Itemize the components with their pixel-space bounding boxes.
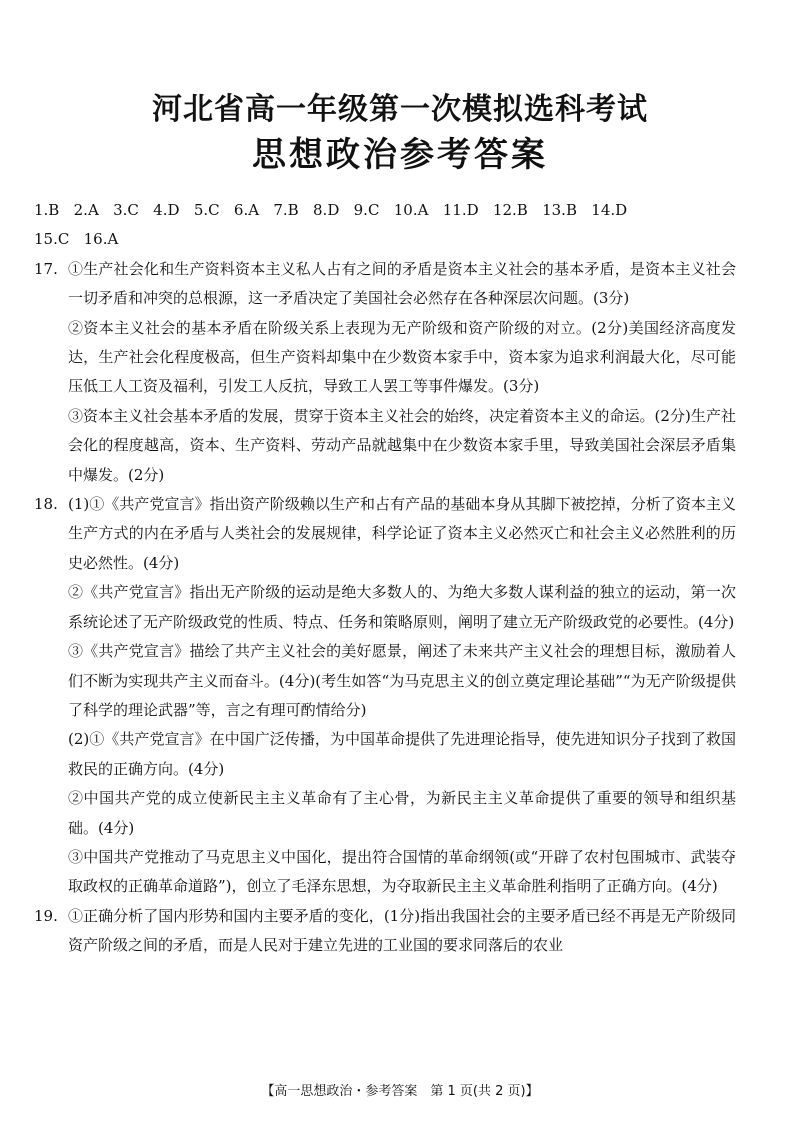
answer-paragraph: ③中国共产党推动了马克思主义中国化，提出符合国情的革命纲领(或“开辟了农村包围城市、武装夺取政权的正确革命道路”)，创立了毛泽东思想，为夺取新民主主义革命胜利指明了正确方向。(4分) <box>68 847 736 896</box>
question-number: 18. <box>34 495 58 514</box>
answer-paragraph: ②资本主义社会的基本矛盾在阶级关系上表现为无产阶级和资产阶级的对立。(2分)美国经济高度发达，生产社会化程度极高，但生产资料却集中在少数资本家手中，资本家为追求利润最大化，尽可能压低工人工资及福利，引发工人反抗，导致工人罢工等事件爆发。(3分) <box>68 318 736 396</box>
answer-paragraph: ③《共产党宣言》描绘了共产主义社会的美好愿景，阐述了未来共产主义社会的理想目标，激励着人们不断为实现共产主义而奋斗。(4分)(考生如答“为马克思主义的创立奠定理论基础”“为无产阶级提供了科学的理论武器”等，言之有理可酌情给分) <box>68 642 736 719</box>
answer-paragraph: (1)①《共产党宣言》指出资产阶级赖以生产和占有产品的基础本身从其脚下被挖掉，分析了资本主义生产方式的内在矛盾与人类社会的发展规律，科学论证了资本主义必然灭亡和社会主义必然胜利的历史必然性。(4分) <box>68 495 736 572</box>
answer-paragraph: (2)①《共产党宣言》在中国广泛传播，为中国革命提供了先进理论指导，使先进知识分子找到了救国救民的正确方向。(4分) <box>68 730 736 778</box>
answer-body <box>34 196 736 961</box>
page-footer: 【高一思想政治・参考答案 第 1 页(共 2 页)】 <box>261 1084 539 1099</box>
question-number: 19. <box>34 906 58 925</box>
answer-subtitle: 思想政治参考答案 <box>252 135 548 175</box>
answer-paragraph: ②中国共产党的成立使新民主主义革命有了主心骨，为新民主主义革命提供了重要的领导和组织基础。(4分) <box>68 789 736 837</box>
answer-paragraph: ①正确分析了国内形势和国内主要矛盾的变化，(1分)指出我国社会的主要矛盾已经不再是无产阶级同资产阶级之间的矛盾，而是人民对于建立先进的工业国的要求同落后的农业 <box>68 906 736 955</box>
question-17 <box>34 255 736 490</box>
answer-paragraph: ①生产社会化和生产资料资本主义私人占有之间的矛盾是资本主义社会的基本矛盾，是资本主义社会一切矛盾和冲突的总根源，这一矛盾决定了美国社会必然存在各种深层次问题。(3分) <box>68 259 736 308</box>
choice-answers-line-1: 1.B 2.A 3.C 4.D 5.C 6.A 7.B 8.D 9.C 10.A 11.D 12.B 13.B 14.D <box>34 201 628 219</box>
answer-paragraph: ③资本主义社会基本矛盾的发展，贯穿于资本主义社会的始终，决定着资本主义的命运。(2分)生产社会化的程度越高，资本、生产资料、劳动产品就越集中在少数资本家手里，导致美国社会深层矛盾集中爆发。(2分) <box>68 406 736 484</box>
choice-answers-line-2: 15.C 16.A <box>34 230 119 249</box>
question-19 <box>34 902 736 961</box>
question-18 <box>34 490 736 902</box>
exam-title: 河北省高一年级第一次模拟选科考试 <box>152 92 648 127</box>
answer-paragraph: ②《共产党宣言》指出无产阶级的运动是绝大多数人的、为绝大多数人谋利益的独立的运动，第一次系统论述了无产阶级政党的性质、特点、任务和策略原则，阐明了建立无产阶级政党的必要性。(4分) <box>68 583 736 631</box>
question-number: 17. <box>34 259 58 278</box>
